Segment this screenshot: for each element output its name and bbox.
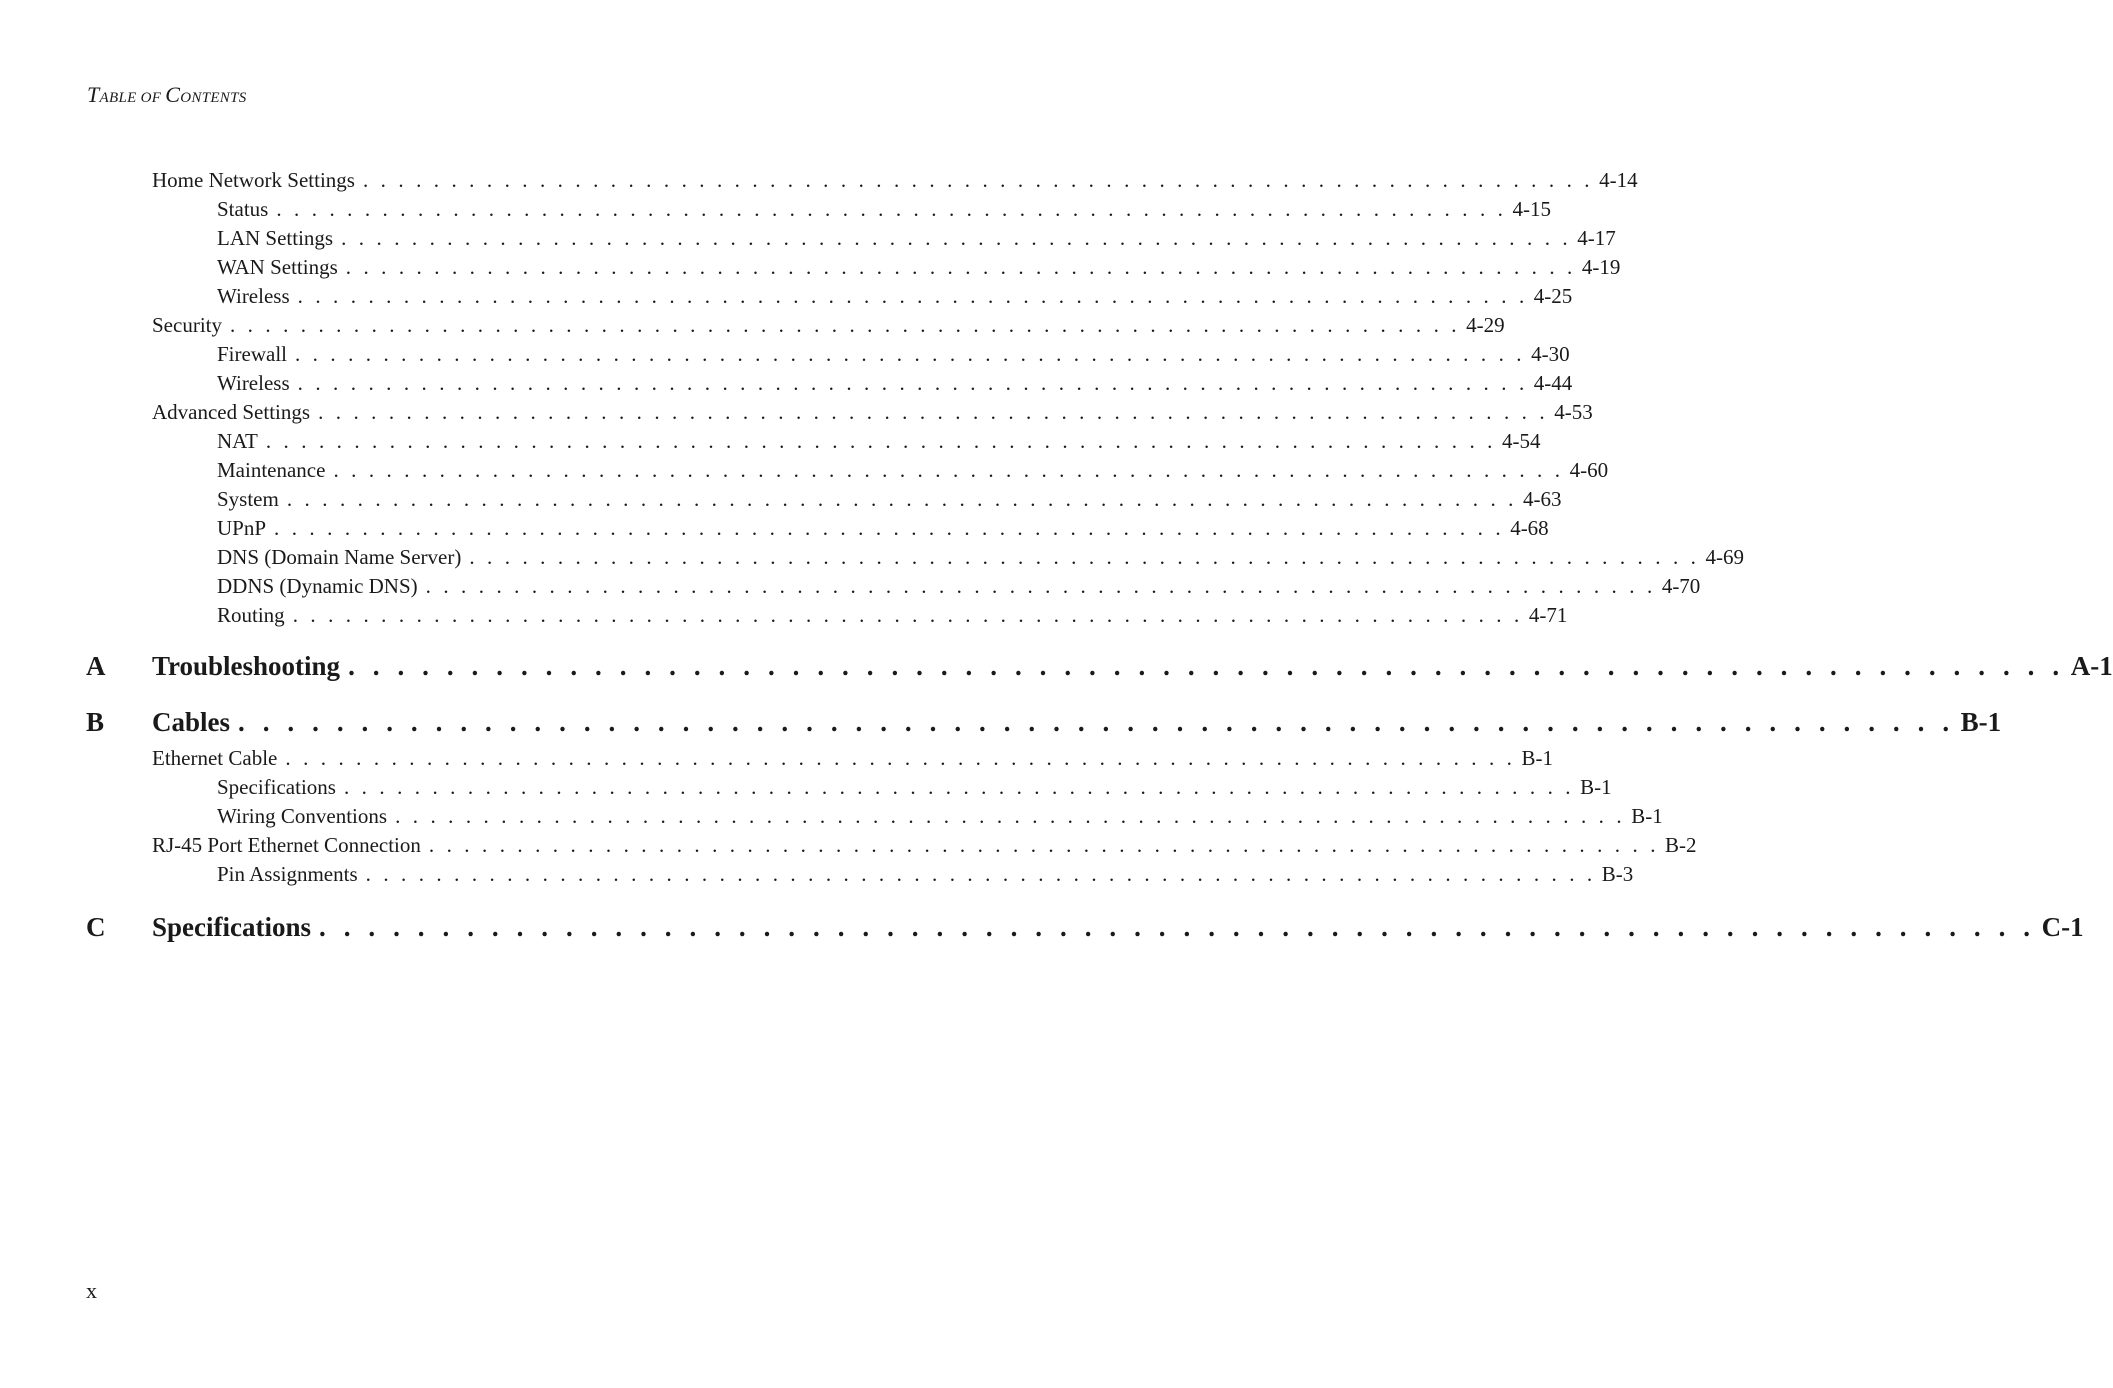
- dot-leader: . . . . . . . . . . . . . . . . . . . . . . . . . . . . . . . . . . . . . . . . . . . . . . . . . . . . . . . . . . . . . . . . . . . . . .: [428, 833, 1660, 857]
- toc-entry-ddns[interactable]: [217, 574, 1701, 600]
- toc-entry-page: 4-63: [1523, 487, 1562, 511]
- toc-entry-title: WAN Settings: [217, 255, 338, 279]
- toc-entry-page: 4-15: [1512, 197, 1551, 221]
- toc-chapter-troubleshooting[interactable]: [152, 651, 2113, 685]
- toc-entry-nat[interactable]: [217, 429, 1541, 455]
- dot-leader: . . . . . . . . . . . . . . . . . . . . . . . . . . . . . . . . . . . . . . . . . . . . . . . . . . . . . . . . . . . . . . . . . . . . . .: [297, 284, 1528, 308]
- toc-entry-page: 4-69: [1705, 545, 1745, 569]
- toc-entry-page: 4-60: [1569, 458, 1609, 482]
- appendix-letter-c: C: [86, 912, 106, 942]
- header-initial-c: C: [165, 82, 181, 107]
- toc-entry-title: Ethernet Cable: [152, 746, 278, 770]
- dot-leader: . . . . . . . . . . . . . . . . . . . . . . . . . . . . . . . . . . . . . . . . . . . . . . . . . . . . . . . . . . . . . . . . . . . . . .: [274, 516, 1505, 540]
- toc-entry-page: B-1: [1580, 775, 1612, 799]
- header-smallcaps-2: ONTENTS: [180, 90, 247, 106]
- dot-leader: . . . . . . . . . . . . . . . . . . . . . . . . . . . . . . . . . . . . . . . . . . . . . . . . . . . . . . . . . . . . . . . . . . . . . .: [333, 458, 1564, 482]
- toc-chapter-title: Specifications: [152, 912, 311, 942]
- toc-entry-page: B-1: [1631, 804, 1663, 828]
- toc-entry-title: Maintenance: [217, 458, 326, 482]
- toc-entry-page: 4-54: [1502, 429, 1541, 453]
- header-smallcaps-1: ABLE OF: [99, 90, 166, 106]
- dot-leader: . . . . . . . . . . . . . . . . . . . . . . . . . . . . . . . . . . . . . . . . . . . . . . . . . . . . . . . . . . . . . . . . . . . . . .: [229, 313, 1461, 337]
- toc-entry-security[interactable]: [152, 313, 1505, 339]
- toc-chapter-title: Cables: [152, 707, 231, 737]
- toc-entry-dns[interactable]: [217, 545, 1745, 571]
- appendix-letter-b: B: [86, 707, 105, 737]
- toc-chapter-page: B-1: [1960, 707, 2002, 737]
- dot-leader: . . . . . . . . . . . . . . . . . . . . . . . . . . . . . . . . . . . . . . . . . . . . . . . . . . . . . . . . . . . . . . . . . . . . . .: [265, 429, 1496, 453]
- toc-chapter-page: C-1: [2041, 912, 2084, 942]
- toc-entry-page: B-1: [1521, 746, 1554, 770]
- toc-entry-page: B-2: [1665, 833, 1697, 857]
- toc-entry-page: 4-68: [1510, 516, 1549, 540]
- dot-leader: . . . . . . . . . . . . . . . . . . . . . . . . . . . . . . . . . . . . . . . . . . . . . . . . . . . . . . . . . . . . . . . . . . . . . .: [343, 775, 1575, 799]
- toc-entry-title: DDNS (Dynamic DNS): [217, 574, 418, 598]
- toc-chapter-specifications[interactable]: [152, 912, 2084, 946]
- toc-entry-page: 4-29: [1466, 313, 1505, 337]
- toc-entry-page: 4-19: [1581, 255, 1621, 279]
- toc-entry-firewall[interactable]: [217, 342, 1570, 368]
- toc-entry-rj45-port[interactable]: [152, 833, 1697, 859]
- toc-chapter-cables[interactable]: [152, 707, 2002, 741]
- dot-leader: . . . . . . . . . . . . . . . . . . . . . . . . . . . . . . . . . . . . . . . . . . . . . . . . . . . . . . . . . . . . . . . . . . . . . .: [285, 746, 1516, 770]
- dot-leader: . . . . . . . . . . . . . . . . . . . . . . . . . . . . . . . . . . . . . . . . . . . . . . . . . . . . . . . . . . . . . . . . . . . . . .: [362, 168, 1594, 192]
- dot-leader: . . . . . . . . . . . . . . . . . . . . . . . . . . . . . . . . . . . . . . . . . . . . . . . . . . . . . . . . . . . . . . . . . . . . . .: [297, 371, 1528, 395]
- toc-entry-page: 4-30: [1531, 342, 1570, 366]
- toc-entry-title: NAT: [217, 429, 258, 453]
- toc-entry-page: B-3: [1601, 862, 1634, 886]
- toc-entry-ethernet-cable[interactable]: [152, 746, 1554, 772]
- toc-entry-page: 4-17: [1577, 226, 1616, 250]
- toc-entry-maintenance[interactable]: [217, 458, 1609, 484]
- toc-entry-pin-assignments[interactable]: [217, 862, 1634, 888]
- dot-leader: . . . . . . . . . . . . . . . . . . . . . . . . . . . . . . . . . . . . . . . . . . . . . . . . . . . . . . . . . . . . . . . . . . . . . .: [469, 545, 1700, 569]
- toc-entry-wiring-conventions[interactable]: [217, 804, 1663, 830]
- toc-entry-page: 4-70: [1661, 574, 1701, 598]
- toc-entry-title: Wiring Conventions: [217, 804, 388, 828]
- toc-entry-page: 4-53: [1554, 400, 1593, 424]
- toc-entry-title: Specifications: [217, 775, 336, 799]
- appendix-letter-a: A: [86, 651, 106, 681]
- dot-leader: . . . . . . . . . . . . . . . . . . . . . . . . . . . . . . . . . . . . . . . . . . . . . . . . . . . . . . . . . . . . . . . . . . . . . .: [318, 400, 1549, 424]
- toc-entry-title: Routing: [217, 603, 285, 627]
- toc-entry-title: DNS (Domain Name Server): [217, 545, 462, 569]
- toc-entry-wan-settings[interactable]: [217, 255, 1621, 281]
- page-number: x: [86, 1278, 97, 1303]
- toc-entry-title: Home Network Settings: [152, 168, 355, 192]
- toc-entry-wireless[interactable]: [217, 284, 1573, 310]
- dot-leader: . . . . . . . . . . . . . . . . . . . . . . . . . . . . . . . . . . . . . . . . . . . . . . . . . . . . . . . . . . . . . . . . . . . . . .: [345, 255, 1576, 279]
- toc-entry-advanced-settings[interactable]: [152, 400, 1593, 426]
- toc-chapter-title: Troubleshooting: [152, 651, 341, 681]
- dot-leader: . . . . . . . . . . . . . . . . . . . . . . . . . . . . . . . . . . . . . . . . . . . . . . . . . . . . . . . . . . . . . . . . . . . . . .: [276, 197, 1507, 221]
- toc-entry-title: System: [217, 487, 279, 511]
- toc-entry-status[interactable]: [217, 197, 1551, 223]
- toc-entry-title: Advanced Settings: [152, 400, 311, 424]
- toc-entry-page: 4-14: [1599, 168, 1638, 192]
- dot-leader: . . . . . . . . . . . . . . . . . . . . . . . . . . . . . . . . . . . . . . . . . . . . . . . . . . . . . . . . . . . . . . . . . . . . . .: [319, 912, 2036, 942]
- toc-entry-specifications[interactable]: [217, 775, 1612, 801]
- dot-leader: . . . . . . . . . . . . . . . . . . . . . . . . . . . . . . . . . . . . . . . . . . . . . . . . . . . . . . . . . . . . . . . . . . . . . .: [294, 342, 1526, 366]
- header-initial-t: T: [87, 82, 100, 107]
- toc-chapter-page: A-1: [2070, 651, 2113, 681]
- toc-entry-title: Wireless: [217, 371, 290, 395]
- toc-entry-home-network-settings[interactable]: [152, 168, 1638, 194]
- toc-entry-title: RJ-45 Port Ethernet Connection: [152, 833, 421, 857]
- toc-entry-upnp[interactable]: [217, 516, 1549, 542]
- dot-leader: . . . . . . . . . . . . . . . . . . . . . . . . . . . . . . . . . . . . . . . . . . . . . . . . . . . . . . . . . . . . . . . . . . . . . .: [395, 804, 1626, 828]
- dot-leader: . . . . . . . . . . . . . . . . . . . . . . . . . . . . . . . . . . . . . . . . . . . . . . . . . . . . . . . . . . . . . . . . . . . . . .: [292, 603, 1523, 627]
- toc-entry-system[interactable]: [217, 487, 1562, 513]
- running-header: [87, 84, 247, 106]
- toc-entry-title: LAN Settings: [217, 226, 334, 250]
- dot-leader: . . . . . . . . . . . . . . . . . . . . . . . . . . . . . . . . . . . . . . . . . . . . . . . . . . . . . . . . . . . . . . . . . . . . . .: [365, 862, 1596, 886]
- toc-entry-page: 4-25: [1533, 284, 1573, 308]
- toc-entry-lan-settings[interactable]: [217, 226, 1616, 252]
- toc-entry-title: Firewall: [217, 342, 287, 366]
- dot-leader: . . . . . . . . . . . . . . . . . . . . . . . . . . . . . . . . . . . . . . . . . . . . . . . . . . . . . . . . . . . . . . . . . . . . . .: [238, 707, 1955, 737]
- dot-leader: . . . . . . . . . . . . . . . . . . . . . . . . . . . . . . . . . . . . . . . . . . . . . . . . . . . . . . . . . . . . . . . . . . . . . .: [286, 487, 1517, 511]
- toc-entry-page: 4-71: [1528, 603, 1568, 627]
- toc-entry-wireless-security[interactable]: [217, 371, 1573, 397]
- toc-entry-title: UPnP: [217, 516, 267, 540]
- dot-leader: . . . . . . . . . . . . . . . . . . . . . . . . . . . . . . . . . . . . . . . . . . . . . . . . . . . . . . . . . . . . . . . . . . . . . .: [341, 226, 1572, 250]
- toc-entry-title: Status: [217, 197, 269, 221]
- toc-entry-routing[interactable]: [217, 603, 1568, 629]
- dot-leader: . . . . . . . . . . . . . . . . . . . . . . . . . . . . . . . . . . . . . . . . . . . . . . . . . . . . . . . . . . . . . . . . . . . . . .: [348, 651, 2065, 681]
- toc-entry-title: Pin Assignments: [217, 862, 358, 886]
- toc-entry-page: 4-44: [1533, 371, 1573, 395]
- toc-entry-title: Wireless: [217, 284, 290, 308]
- dot-leader: . . . . . . . . . . . . . . . . . . . . . . . . . . . . . . . . . . . . . . . . . . . . . . . . . . . . . . . . . . . . . . . . . . . . . .: [425, 574, 1656, 598]
- toc-entry-title: Security: [152, 313, 222, 337]
